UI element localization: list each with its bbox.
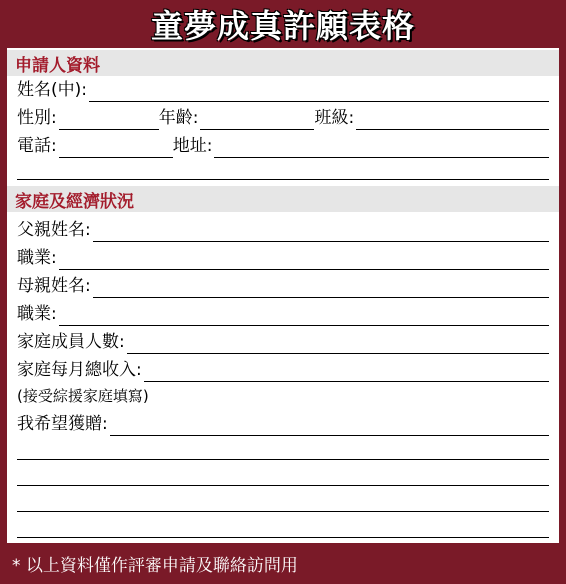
age-label: 年齡: — [158, 108, 199, 128]
cssa-note: (接受綜援家庭填寫) — [17, 387, 149, 405]
members-field[interactable] — [127, 333, 549, 354]
row-mother — [17, 272, 549, 298]
wish-label: 我希望獲贈: — [17, 414, 108, 434]
father-job-label: 職業: — [17, 248, 57, 268]
name-label: 姓名(中): — [17, 80, 87, 100]
class-field[interactable] — [356, 109, 549, 130]
mother-job-field[interactable] — [59, 305, 549, 326]
row-father-job — [17, 244, 549, 270]
row-income — [17, 356, 549, 382]
row-name — [17, 76, 549, 102]
address-label: 地址: — [172, 136, 213, 156]
gender-label: 性別: — [17, 108, 57, 128]
row-members — [17, 328, 549, 354]
father-job-field[interactable] — [59, 249, 549, 270]
footer-note: * 以上資料僅作評審申請及聯絡訪問用 — [12, 556, 298, 576]
class-label: 班級: — [314, 108, 355, 128]
mother-name-label: 母親姓名: — [17, 276, 91, 296]
father-name-label: 父親姓名: — [17, 220, 91, 240]
row-cssa-note — [17, 382, 549, 408]
wish-line-2[interactable] — [17, 459, 549, 460]
income-field[interactable] — [144, 361, 549, 382]
row-father — [17, 216, 549, 242]
address-field[interactable] — [214, 137, 549, 158]
section-applicant-heading: 申請人資料 — [7, 50, 559, 76]
age-field[interactable] — [200, 109, 314, 130]
section-family-heading: 家庭及經濟狀況 — [7, 186, 559, 212]
row-wish — [17, 410, 549, 436]
gender-field[interactable] — [59, 109, 159, 130]
mother-name-field[interactable] — [93, 277, 549, 298]
row-phone-address — [17, 132, 549, 158]
mother-job-label: 職業: — [17, 304, 57, 324]
form-title: 童夢成真許願表格 — [150, 7, 415, 45]
income-label: 家庭每月總收入: — [17, 360, 142, 380]
wish-field[interactable] — [110, 415, 549, 436]
phone-field[interactable] — [59, 137, 173, 158]
name-field[interactable] — [89, 81, 549, 102]
members-label: 家庭成員人數: — [17, 332, 125, 352]
form-panel — [7, 48, 559, 543]
father-name-field[interactable] — [93, 221, 549, 242]
phone-label: 電話: — [17, 136, 57, 156]
wish-line-4[interactable] — [17, 511, 549, 512]
address-line-2[interactable] — [17, 179, 549, 180]
row-gender-age-class — [17, 104, 549, 130]
wish-line-5[interactable] — [17, 537, 549, 538]
wish-line-3[interactable] — [17, 485, 549, 486]
row-mother-job — [17, 300, 549, 326]
